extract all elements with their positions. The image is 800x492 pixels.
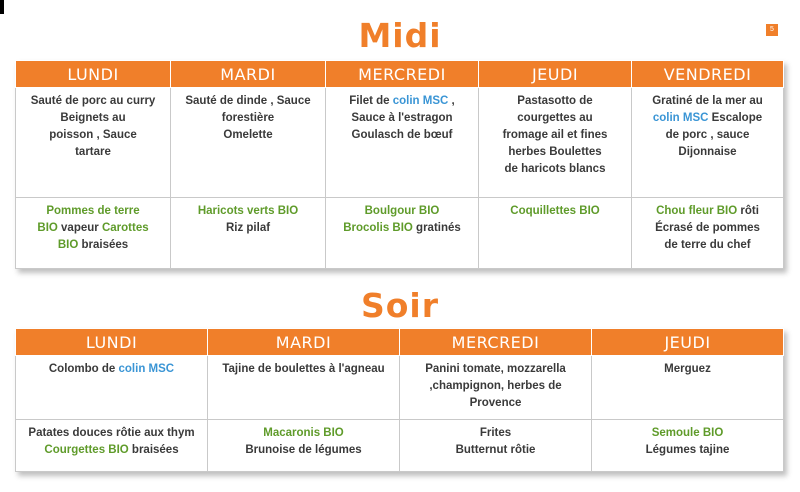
menu-line: Sauté de dinde , Sauce [185, 95, 311, 107]
corner-mark [0, 0, 4, 14]
midi-main-mardi [171, 88, 326, 198]
menu-line: de porc , sauce [665, 129, 750, 141]
soir-day-jeudi: JEUDI [592, 329, 784, 356]
bio-label: Chou fleur BIO [656, 205, 738, 217]
bio-label: BIO [57, 239, 79, 251]
midi-table [15, 60, 784, 269]
soir-side-lundi [16, 420, 208, 472]
menu-line: poisson , Sauce [49, 129, 137, 141]
menu-line: herbes Boulettes [508, 146, 602, 158]
bio-label: Courgettes BIO [44, 444, 129, 456]
menu-line: Merguez [664, 363, 711, 375]
menu-line: de haricots blancs [504, 163, 606, 175]
soir-day-lundi: LUNDI [16, 329, 208, 356]
menu-text: braisées [128, 444, 179, 456]
menu-line: Patates douces rôtie aux thym [28, 427, 195, 439]
menu-line: Écrasé de pommes [655, 222, 760, 234]
menu-line: Sauce à l'estragon [351, 112, 453, 124]
soir-title: Soir [360, 286, 440, 325]
menu-line [330, 220, 474, 237]
soir-mains-row [16, 356, 784, 420]
midi-day-jeudi: JEUDI [479, 61, 632, 88]
menu-line: Riz pilaf [225, 222, 271, 234]
menu-line: tartare [75, 146, 111, 158]
msc-label: colin MSC [392, 95, 449, 107]
msc-label: colin MSC [118, 363, 175, 375]
menu-line: Boulgour BIO [364, 205, 440, 217]
soir-side-mercredi [400, 420, 592, 472]
soir-main-jeudi [592, 356, 784, 420]
menu-line: Goulasch de bœuf [351, 129, 453, 141]
midi-main-jeudi [479, 88, 632, 198]
menu-line: Sauté de porc au curry [30, 95, 156, 107]
menu-line: courgettes au [517, 112, 593, 124]
midi-sides-row [16, 198, 784, 269]
menu-text: rôti [737, 205, 759, 217]
midi-mains-row [16, 88, 784, 198]
menu-text: braisées [78, 239, 129, 251]
menu-text: Escalope [708, 112, 763, 124]
midi-day-vendredi: VENDREDI [632, 61, 784, 88]
midi-main-lundi [16, 88, 171, 198]
menu-line: fromage ail et fines [502, 129, 608, 141]
menu-line [330, 93, 474, 110]
menu-line [20, 361, 203, 378]
menu-line: forestière [221, 112, 275, 124]
menu-line: Brunoise de légumes [245, 444, 362, 456]
soir-main-mardi [208, 356, 400, 420]
menu-line: Gratiné de la mer au [652, 95, 763, 107]
soir-side-mardi [208, 420, 400, 472]
menu-line: Pommes de terre [46, 205, 140, 217]
bio-label: Carottes [101, 222, 149, 234]
soir-main-mercredi [400, 356, 592, 420]
menu-line: Coquillettes BIO [510, 205, 600, 217]
menu-text: gratinés [412, 222, 461, 234]
menu-text: Filet de [349, 95, 393, 107]
menu-line: Macaronis BIO [263, 427, 344, 439]
menu-line: Omelette [223, 129, 273, 141]
midi-day-lundi: LUNDI [16, 61, 171, 88]
menu-line [636, 110, 779, 127]
midi-main-vendredi [632, 88, 784, 198]
menu-line: Panini tomate, mozzarella [425, 363, 566, 375]
soir-table [15, 328, 784, 472]
menu-line [20, 442, 203, 459]
midi-side-jeudi [479, 198, 632, 269]
msc-label: colin MSC [652, 112, 709, 124]
menu-line: Semoule BIO [651, 427, 724, 439]
soir-sides-row [16, 420, 784, 472]
soir-side-jeudi [592, 420, 784, 472]
midi-day-mardi: MARDI [171, 61, 326, 88]
midi-header-row [16, 61, 784, 88]
midi-side-mercredi [326, 198, 479, 269]
menu-line: Pastasotto de [517, 95, 593, 107]
menu-line: Haricots verts BIO [197, 205, 299, 217]
bio-label: BIO [37, 222, 58, 234]
bio-label: Brocolis BIO [343, 222, 413, 234]
menu-line: Tajine de boulettes à l'agneau [222, 363, 385, 375]
midi-day-mercredi: MERCREDI [326, 61, 479, 88]
midi-main-mercredi [326, 88, 479, 198]
menu-line: Légumes tajine [645, 444, 730, 456]
soir-main-lundi [16, 356, 208, 420]
menu-line: Frites [479, 427, 512, 439]
menu-line: Beignets au [60, 112, 126, 124]
menu-text: Colombo de [48, 363, 119, 375]
menu-text: vapeur [57, 222, 102, 234]
menu-line [20, 237, 166, 254]
menu-line: Butternut rôtie [455, 444, 536, 456]
menu-line: Provence [469, 397, 522, 409]
page-number-badge: 5 [766, 24, 778, 36]
menu-line [636, 203, 779, 220]
soir-day-mercredi: MERCREDI [400, 329, 592, 356]
menu-line [20, 220, 166, 237]
midi-side-vendredi [632, 198, 784, 269]
menu-line: ,champignon, herbes de [429, 380, 562, 392]
menu-line: Dijonnaise [678, 146, 737, 158]
midi-side-mardi [171, 198, 326, 269]
midi-side-lundi [16, 198, 171, 269]
soir-day-mardi: MARDI [208, 329, 400, 356]
soir-header-row [16, 329, 784, 356]
menu-text: , [448, 95, 455, 107]
midi-title: Midi [358, 16, 442, 55]
menu-line: de terre du chef [664, 239, 751, 251]
